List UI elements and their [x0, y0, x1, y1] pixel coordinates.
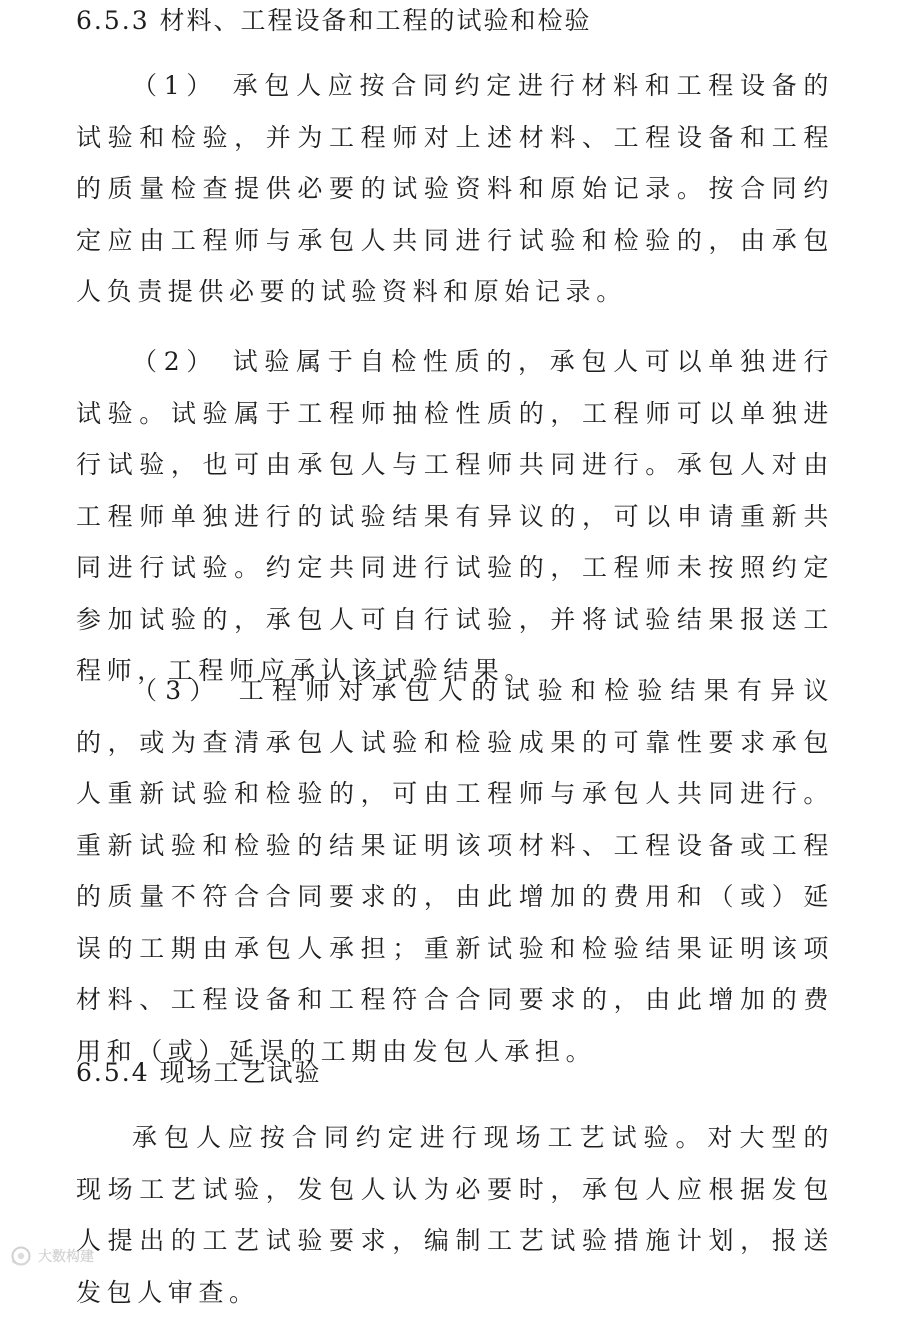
- paragraph-item-1: （1） 承包人应按合同约定进行材料和工程设备的试验和检验，并为工程师对上述材料、工程设备和工程的质量检查提供必要的试验资料和原始记录。按合同约定应由工程师与承包人共同进行试验和检验的，由承包人负责提供必要的试验资料和原始记录。: [76, 71, 834, 306]
- paragraph-item-3: （3） 工程师对承包人的试验和检验结果有异议的，或为查清承包人试验和检验成果的可靠性要求承包人重新试验和检验的，可由工程师与承包人共同进行。重新试验和检验的结果证明该项材料、工程设备或工程的质量不符合合同要求的，由此增加的费用和（或）延误的工期由承包人承担；重新试验和检验结果证明该项材料、工程设备和工程符合合同要求的，由此增加的费用和（或）延误的工期由发包人承担。: [76, 676, 834, 1066]
- section-heading-6-5-4: 6.5.4 现场工艺试验: [76, 1058, 322, 1087]
- watermark-text: 大数构建: [38, 1249, 94, 1265]
- paragraph-item-2: （2） 试验属于自检性质的，承包人可以单独进行试验。试验属于工程师抽检性质的，工程师可以单独进行试验，也可由承包人与工程师共同进行。承包人对由工程师单独进行的试验结果有异议的，可以申请重新共同进行试验。约定共同进行试验的，工程师未按照约定参加试验的，承包人可自行试验，并将试验结果报送工程师，工程师应承认该试验结果。: [76, 347, 834, 685]
- paragraph-site-process-test: 承包人应按合同约定进行现场工艺试验。对大型的现场工艺试验，发包人认为必要时，承包人应根据发包人提出的工艺试验要求，编制工艺试验措施计划，报送发包人审查。: [76, 1123, 834, 1307]
- logo-icon: [10, 1245, 32, 1267]
- section-heading-6-5-3: 6.5.3 材料、工程设备和工程的试验和检验: [76, 6, 592, 35]
- watermark: [10, 1244, 94, 1268]
